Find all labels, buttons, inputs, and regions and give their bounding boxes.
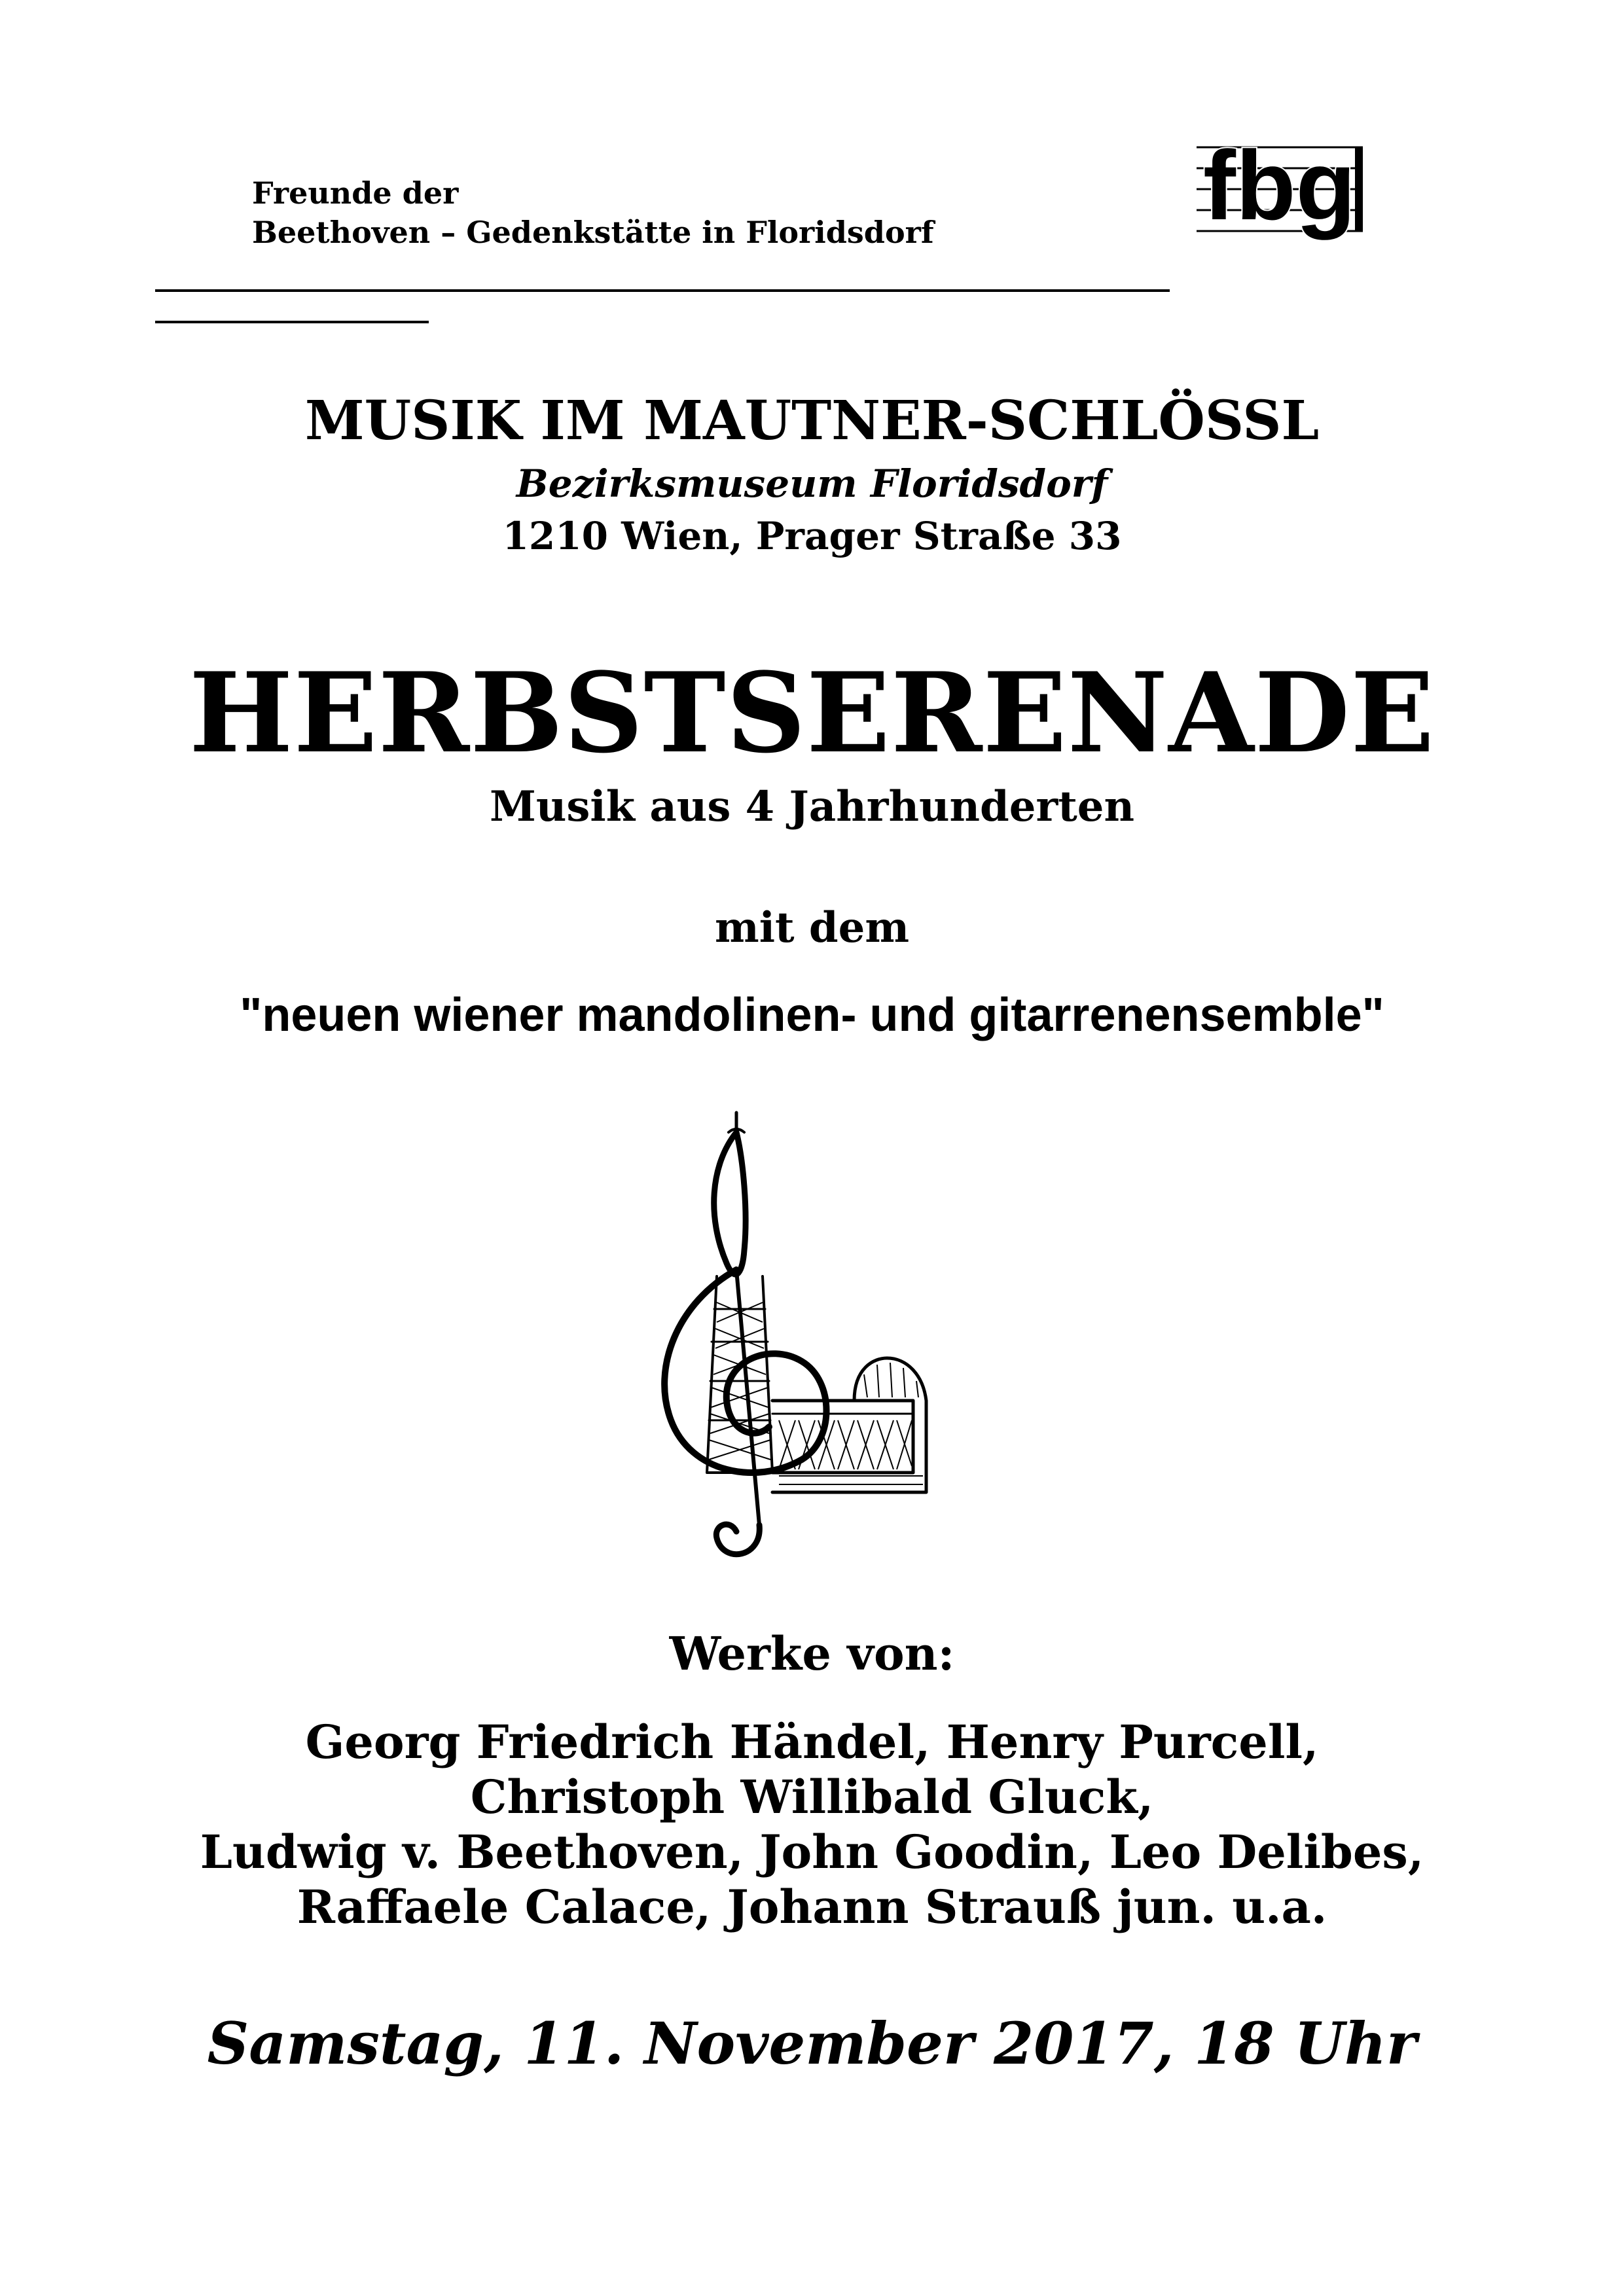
composer-line: Raffaele Calace, Johann Strauß jun. u.a. xyxy=(297,1880,1327,1934)
venue-title: MUSIK IM MAUTNER-SCHLÖSSL xyxy=(304,389,1320,452)
header-divider-long xyxy=(155,289,1170,292)
event-date-time: Samstag, 11. November 2017, 18 Uhr xyxy=(207,2009,1417,2077)
composer-list xyxy=(0,1715,1624,1935)
treble-clef-church-icon xyxy=(638,1106,946,1564)
event-subtitle: Musik aus 4 Jahrhunderten xyxy=(489,782,1135,831)
venue-museum: Bezirksmuseum Floridsdorf xyxy=(516,461,1108,506)
org-name-line1: Freunde der xyxy=(252,175,459,211)
venue-address: 1210 Wien, Prager Straße 33 xyxy=(502,514,1122,558)
logo-letters: fbg xyxy=(1203,130,1356,240)
works-label: Werke von: xyxy=(669,1626,955,1681)
event-title: HERBSTSERENADE xyxy=(189,648,1435,778)
composer-line: Christoph Willibald Gluck, xyxy=(470,1770,1154,1824)
composer-line: Ludwig v. Beethoven, John Goodin, Leo Delibes, xyxy=(200,1825,1424,1879)
event-with: mit dem xyxy=(714,903,910,952)
fbg-logo xyxy=(1191,121,1368,262)
header-divider-short xyxy=(155,321,429,323)
ensemble-name: "neuen wiener mandolinen- und gitarrenensemble" xyxy=(240,989,1384,1041)
composer-line: Georg Friedrich Händel, Henry Purcell, xyxy=(305,1715,1319,1769)
org-name-line2: Beethoven – Gedenkstätte in Floridsdorf xyxy=(252,215,934,250)
